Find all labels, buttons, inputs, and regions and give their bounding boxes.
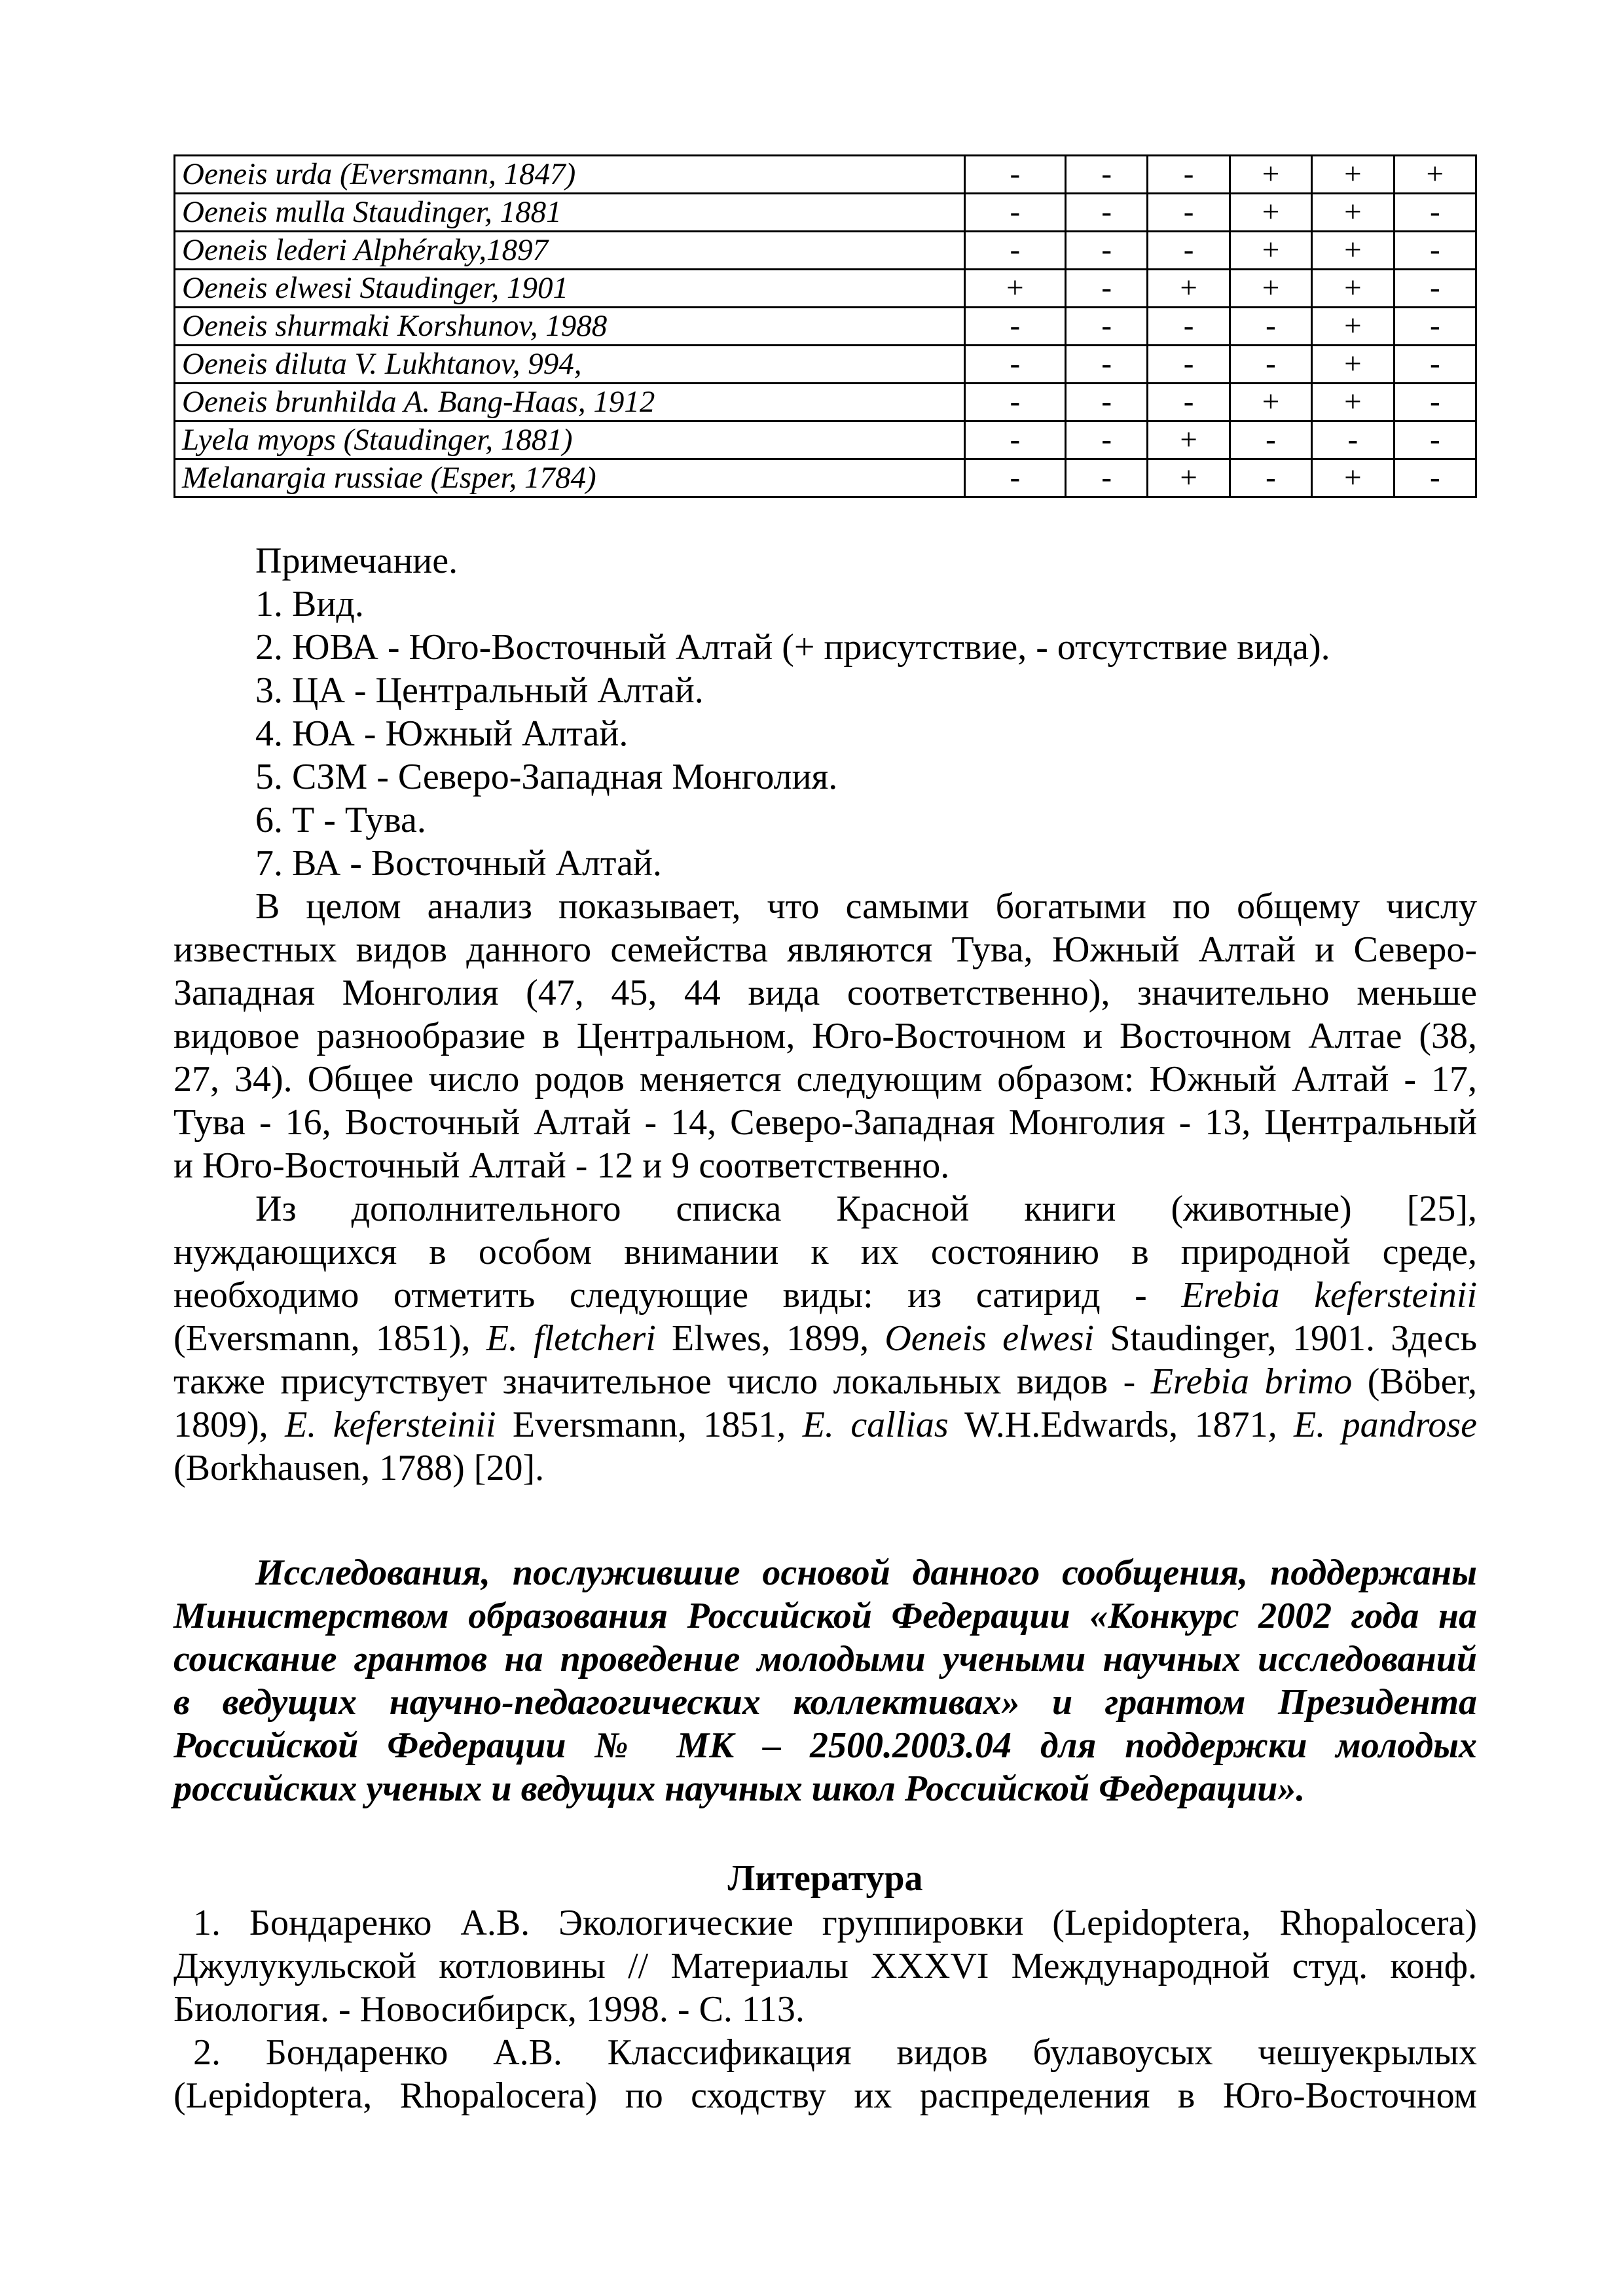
presence-cell: - xyxy=(1066,459,1148,497)
presence-cell: - xyxy=(964,194,1065,232)
red-book-paragraph xyxy=(173,1187,1477,1490)
presence-cell: - xyxy=(1148,194,1230,232)
species-name-cell: Lyela myops (Staudinger, 1881) xyxy=(175,422,965,459)
presence-cell: - xyxy=(1148,384,1230,422)
presence-cell: - xyxy=(1230,422,1311,459)
species-name: E. kefersteinii xyxy=(285,1405,496,1445)
presence-cell: - xyxy=(1230,346,1311,384)
species-name-cell: Oeneis diluta V. Lukhtanov, 994, xyxy=(175,346,965,384)
presence-cell: + xyxy=(1148,459,1230,497)
table-row xyxy=(175,270,1476,308)
presence-cell: + xyxy=(1312,308,1394,346)
presence-cell: - xyxy=(1394,232,1476,270)
acknowledgement-line: российских ученых и ведущих научных школ Российской Федерации». xyxy=(173,1768,1305,1809)
paragraph-line: нуждающихся в особом внимании к их состоянию в природной среде, xyxy=(173,1232,1477,1272)
acknowledgement-line: соискание грантов на проведение молодыми учеными научных исследований xyxy=(173,1639,1477,1679)
species-name-cell: Oeneis shurmaki Korshunov, 1988 xyxy=(175,308,965,346)
paragraph-line: известных видов данного семейства являются Тува, Южный Алтай и Северо- xyxy=(173,929,1477,970)
species-name: E. fletcheri xyxy=(486,1318,656,1359)
table-row xyxy=(175,194,1476,232)
paragraph-line: видовое разнообразие в Центральном, Юго-Восточном и Восточном Алтае (38, xyxy=(173,1016,1477,1056)
table-row xyxy=(175,422,1476,459)
presence-cell: - xyxy=(1148,308,1230,346)
reference-line: 1. Бондаренко А.В. Экологические группировки (Lepidoptera, Rhopalocera) xyxy=(193,1903,1477,1943)
presence-cell: + xyxy=(1312,270,1394,308)
species-name: , E. callias xyxy=(776,1405,949,1445)
presence-cell: + xyxy=(1312,346,1394,384)
presence-cell: + xyxy=(1312,194,1394,232)
presence-cell: - xyxy=(1066,270,1148,308)
reference-line: (Lepidoptera, Rhopalocera) по сходству их распределения в Юго-Восточном xyxy=(173,2075,1477,2116)
presence-cell: - xyxy=(964,308,1065,346)
note-item: 6. Т - Тува. xyxy=(255,800,426,840)
presence-cell: - xyxy=(1230,459,1311,497)
paragraph-line: В целом анализ показывает, что самыми богатыми по общему числу xyxy=(255,886,1477,927)
note-block xyxy=(255,539,1477,885)
presence-cell: - xyxy=(964,422,1065,459)
paragraph-line xyxy=(173,1317,1477,1360)
presence-cell: + xyxy=(1312,459,1394,497)
presence-cell: - xyxy=(1066,156,1148,194)
species-name: Erebia brimo xyxy=(1150,1361,1353,1402)
presence-cell: - xyxy=(1230,308,1311,346)
paragraph-line: Тува - 16, Восточный Алтай - 14, Северо-Западная Монголия - 13, Центральный xyxy=(173,1102,1477,1143)
presence-cell: - xyxy=(1066,232,1148,270)
table-row xyxy=(175,384,1476,422)
presence-cell: - xyxy=(1148,346,1230,384)
presence-cell: - xyxy=(1066,384,1148,422)
presence-cell: - xyxy=(1066,422,1148,459)
note-item: 4. ЮА - Южный Алтай. xyxy=(255,713,629,754)
presence-cell: + xyxy=(1230,156,1311,194)
presence-cell: - xyxy=(1394,194,1476,232)
paragraph-text: необходимо отметить следующие виды: из сатирид - xyxy=(173,1275,1182,1316)
species-name-cell: Oeneis mulla Staudinger, 1881 xyxy=(175,194,965,232)
paragraph-text: 1809), xyxy=(173,1405,285,1445)
paragraph-line: 27, 34). Общее число родов меняется следующим образом: Южный Алтай - 17, xyxy=(173,1059,1477,1100)
paragraph-line: и Юго-Восточный Алтай - 12 и 9 соответственно. xyxy=(173,1145,950,1186)
table-row xyxy=(175,232,1476,270)
presence-cell: - xyxy=(1394,308,1476,346)
species-name-cell: Oeneis urda (Eversmann, 1847) xyxy=(175,156,965,194)
paragraph-text: Staudinger, 1901. Здесь xyxy=(1094,1318,1477,1359)
presence-cell: - xyxy=(964,156,1065,194)
presence-cell: + xyxy=(1148,422,1230,459)
presence-cell: - xyxy=(1148,156,1230,194)
note-item: 3. ЦА - Центральный Алтай. xyxy=(255,670,704,711)
paragraph-line: Из дополнительного списка Красной книги (животные) [25], xyxy=(255,1189,1477,1229)
presence-cell: + xyxy=(1312,156,1394,194)
note-title: Примечание. xyxy=(255,541,458,581)
note-item: 1. Вид. xyxy=(255,584,364,624)
presence-cell: - xyxy=(1066,194,1148,232)
paragraph-line xyxy=(173,1403,1477,1446)
presence-cell: + xyxy=(1312,384,1394,422)
table-row xyxy=(175,459,1476,497)
paragraph-text: W.H.Edwards, 1871 xyxy=(948,1405,1268,1445)
paragraph-line: (Borkhausen, 1788) [20]. xyxy=(173,1448,545,1488)
presence-cell: + xyxy=(1230,194,1311,232)
note-item: 5. СЗМ - Северо-Западная Монголия. xyxy=(255,757,838,797)
presence-cell: - xyxy=(1394,346,1476,384)
presence-cell: - xyxy=(1394,270,1476,308)
presence-cell: - xyxy=(1066,308,1148,346)
presence-cell: - xyxy=(1148,232,1230,270)
presence-cell: - xyxy=(964,459,1065,497)
reference-line: 2. Бондаренко А.В. Классификация видов булавоусых чешуекрылых xyxy=(193,2032,1477,2073)
species-distribution-table xyxy=(173,154,1477,498)
presence-cell: - xyxy=(1394,459,1476,497)
species-name-cell: Oeneis elwesi Staudinger, 1901 xyxy=(175,270,965,308)
acknowledgement-line: Министерством образования Российской Федерации «Конкурс 2002 года на xyxy=(173,1596,1477,1636)
paragraph-line xyxy=(173,1274,1477,1317)
paragraph-text: Elwes, 1899, xyxy=(655,1318,885,1359)
species-name-cell: Oeneis brunhilda A. Bang-Haas, 1912 xyxy=(175,384,965,422)
species-name: Erebia kefersteinii xyxy=(1181,1275,1478,1316)
presence-cell: + xyxy=(1230,384,1311,422)
paragraph-line: Западная Монголия (47, 45, 44 вида соответственно), значительно меньше xyxy=(173,973,1477,1013)
presence-cell: - xyxy=(1066,346,1148,384)
species-name-cell: Oeneis lederi Alphéraky,1897 xyxy=(175,232,965,270)
acknowledgement-line: в ведущих научно-педагогических коллективах» и грантом Президента xyxy=(173,1682,1477,1723)
references-list xyxy=(173,1901,1477,2117)
presence-cell: - xyxy=(1394,384,1476,422)
reference-item xyxy=(173,1901,1477,2031)
reference-line: Биология. - Новосибирск, 1998. - С. 113. xyxy=(173,1989,805,2030)
presence-cell: + xyxy=(1312,232,1394,270)
presence-cell: - xyxy=(964,384,1065,422)
note-item: 2. ЮВА - Юго-Восточный Алтай (+ присутствие, - отсутствие вида). xyxy=(255,627,1330,668)
presence-cell: + xyxy=(1230,270,1311,308)
reference-line: Джулукульской котловины // Материалы XXXVI Международной студ. конф. xyxy=(173,1946,1477,1986)
presence-cell: - xyxy=(1394,422,1476,459)
paragraph-text: Eversmann, 1851 xyxy=(496,1405,777,1445)
presence-cell: + xyxy=(1394,156,1476,194)
acknowledgement-line: Исследования, послужившие основой данного сообщения, поддержаны xyxy=(255,1552,1477,1593)
table-row xyxy=(175,308,1476,346)
presence-cell: - xyxy=(964,346,1065,384)
table-row xyxy=(175,156,1476,194)
paragraph-text: (Eversmann, 1851), xyxy=(173,1318,486,1359)
paragraph-line xyxy=(173,1360,1477,1403)
species-name: , E. pandrose xyxy=(1267,1405,1478,1445)
species-table-body xyxy=(175,156,1476,497)
presence-cell: + xyxy=(1230,232,1311,270)
presence-cell: - xyxy=(964,232,1065,270)
analysis-paragraph xyxy=(173,885,1477,1187)
acknowledgement-line: Российской Федерации № МК – 2500.2003.04 для поддержки молодых xyxy=(173,1725,1477,1766)
presence-cell: + xyxy=(964,270,1065,308)
note-item: 7. ВА - Восточный Алтай. xyxy=(255,843,662,884)
paragraph-text: также присутствует значительное число локальных видов - xyxy=(173,1361,1151,1402)
acknowledgement-block xyxy=(173,1551,1477,1810)
paragraph-text: (Böber, xyxy=(1352,1361,1477,1402)
presence-cell: + xyxy=(1148,270,1230,308)
presence-cell: - xyxy=(1312,422,1394,459)
species-name-cell: Melanargia russiae (Esper, 1784) xyxy=(175,459,965,497)
references-heading: Литература xyxy=(727,1858,923,1899)
species-name: Oeneis elwesi xyxy=(884,1318,1095,1359)
reference-item xyxy=(173,2031,1477,2117)
table-row xyxy=(175,346,1476,384)
